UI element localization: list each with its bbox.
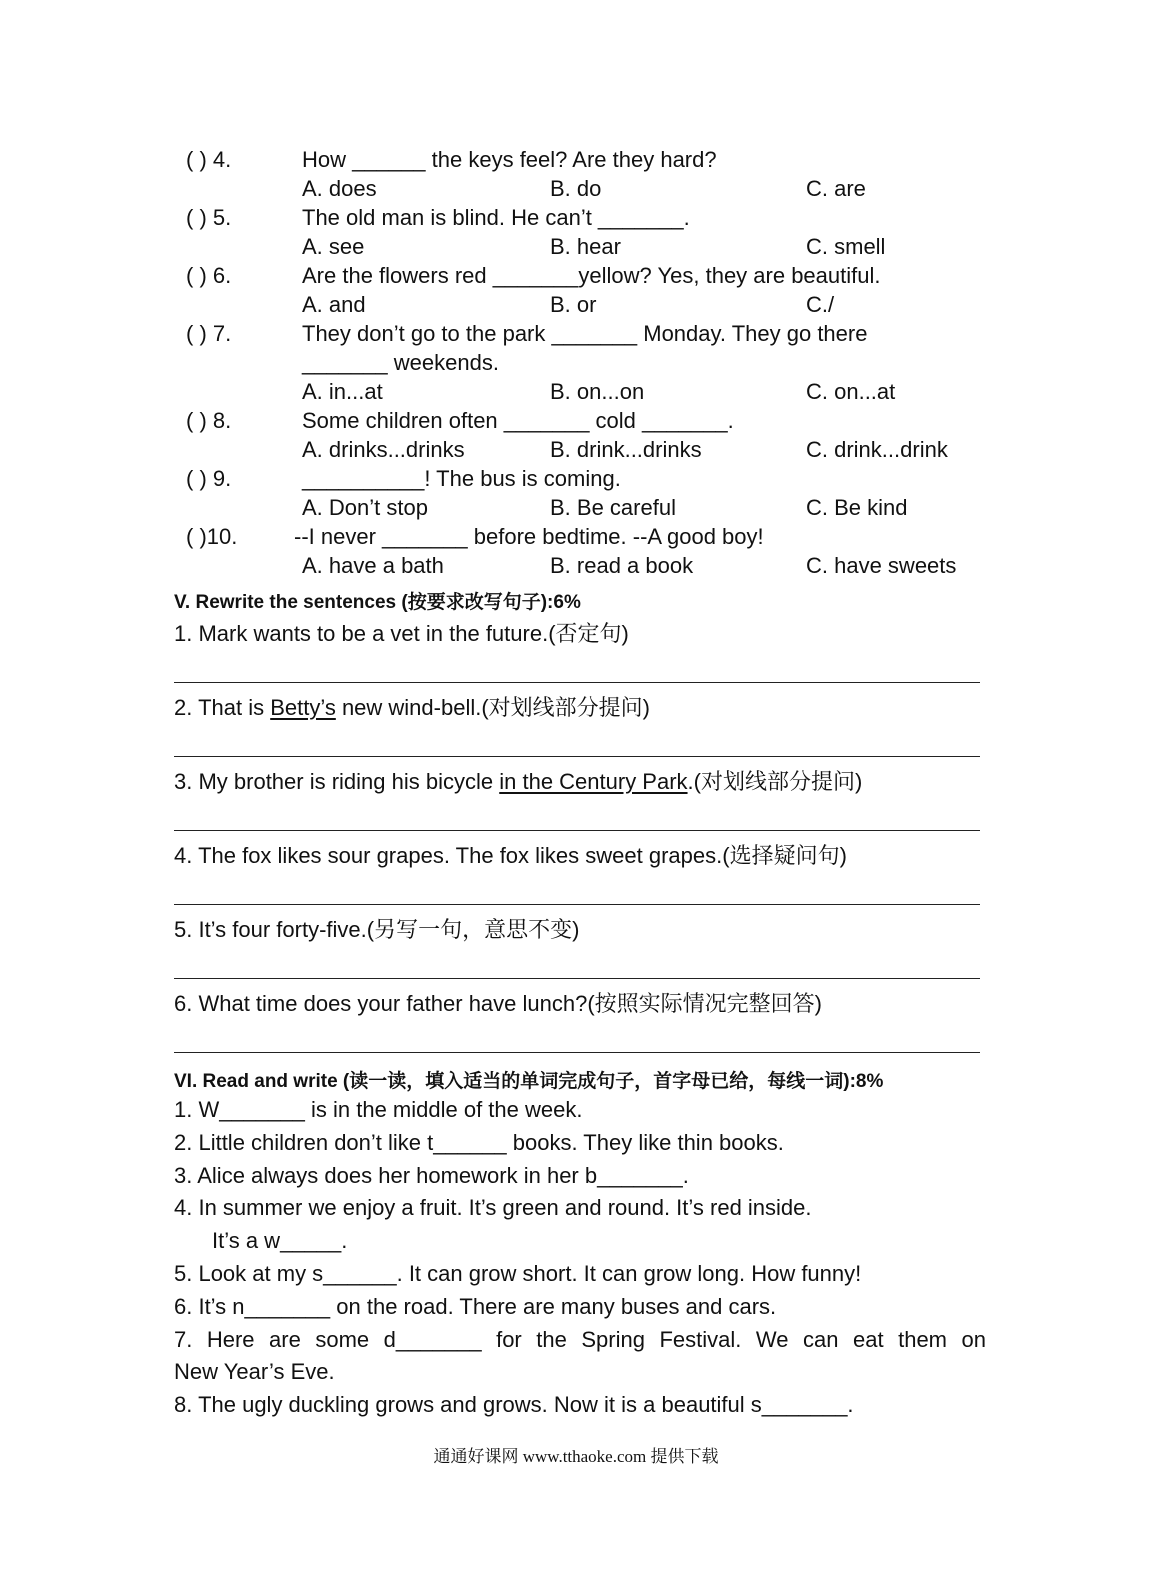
option-b: B. hear — [550, 234, 621, 259]
option-c: C. are — [806, 176, 866, 201]
fill-sentence-6: 6. It’s n_______ on the road. There are many buses and cars. — [174, 1293, 777, 1319]
option-a: A. drinks...drinks — [302, 437, 465, 462]
answer-line[interactable] — [174, 1052, 980, 1053]
option-b: B. do — [550, 176, 602, 201]
fill-sentence-7-continued: New Year’s Eve. — [174, 1359, 335, 1385]
underlined-part: Betty’s — [270, 695, 336, 720]
option-c: C. drink...drink — [806, 437, 948, 462]
fill-sentence-5: 5. Look at my s______. It can grow short. It can grow long. How funny! — [174, 1260, 862, 1286]
option-a: A. does — [302, 176, 377, 201]
rewrite-prompt: 5. It’s four forty-five.(另写一句，意思不变) — [174, 917, 580, 942]
page-footer: 通通好课网 www.tthaoke.com 提供下载 — [433, 1447, 719, 1466]
answer-bracket[interactable]: ( ) 9. — [186, 466, 232, 491]
answer-bracket[interactable]: ( ) 7. — [186, 321, 232, 346]
rewrite-section — [174, 619, 980, 1063]
answer-bracket[interactable]: ( )10. — [186, 524, 238, 549]
option-c: C./ — [806, 292, 835, 317]
option-a: A. and — [302, 292, 366, 317]
option-a: A. have a bath — [302, 553, 444, 578]
question-5-options — [186, 232, 1006, 261]
question-10 — [186, 522, 1006, 551]
option-c: C. on...at — [806, 379, 896, 404]
answer-line[interactable] — [174, 904, 980, 905]
section-5-heading: V. Rewrite the sentences (按要求改写句子):6% — [174, 592, 581, 613]
question-8-options — [186, 435, 1006, 464]
option-b: B. read a book — [550, 553, 694, 578]
rewrite-prompt: 4. The fox likes sour grapes. The fox likes sweet grapes.(选择疑问句) — [174, 843, 847, 868]
rewrite-item-2 — [174, 693, 980, 767]
question-4-options — [186, 174, 1006, 203]
question-stem: Are the flowers red _______yellow? Yes, they are beautiful. — [302, 263, 881, 288]
question-stem: --I never _______ before bedtime. --A good boy! — [294, 524, 764, 549]
fill-sentence-2: 2. Little children don’t like t______ books. They like thin books. — [174, 1129, 784, 1155]
fill-sentence-7: 7. Here are some d_______ for the Spring Festival. We can eat them on — [174, 1326, 986, 1352]
fill-sentence-4: 4. In summer we enjoy a fruit. It’s green and round. It’s red inside. — [174, 1195, 812, 1221]
option-c: C. have sweets — [806, 553, 957, 578]
section-6-heading: VI. Read and write (读一读，填入适当的单词完成句子，首字母已给，每线一词):8% — [174, 1071, 884, 1092]
answer-bracket[interactable]: ( ) 5. — [186, 205, 232, 230]
fill-sentence-8: 8. The ugly duckling grows and grows. Now it is a beautiful s_______. — [174, 1392, 854, 1418]
rewrite-prompt: 1. Mark wants to be a vet in the future.(否定句) — [174, 621, 629, 646]
option-c: C. smell — [806, 234, 886, 259]
option-c: C. Be kind — [806, 495, 908, 520]
question-9-options — [186, 493, 1006, 522]
fill-sentence-4-continued: It’s a w_____. — [212, 1228, 348, 1254]
answer-line[interactable] — [174, 756, 980, 757]
rewrite-item-4 — [174, 841, 980, 915]
question-6 — [186, 261, 1006, 290]
question-stem-continued: _______ weekends. — [302, 350, 499, 375]
question-10-options — [186, 551, 1006, 580]
question-7-options — [186, 377, 1006, 406]
answer-line[interactable] — [174, 978, 980, 979]
rewrite-item-3 — [174, 767, 980, 841]
answer-bracket[interactable]: ( ) 4. — [186, 147, 232, 172]
question-5 — [186, 203, 1006, 232]
option-b: B. or — [550, 292, 597, 317]
question-stem: Some children often _______ cold _______. — [302, 408, 734, 433]
option-b: B. on...on — [550, 379, 645, 404]
rewrite-prompt: 3. My brother is riding his bicycle in the Century Park.(对划线部分提问) — [174, 769, 863, 794]
answer-bracket[interactable]: ( ) 8. — [186, 408, 232, 433]
fill-sentence-3: 3. Alice always does her homework in her b_______. — [174, 1162, 689, 1188]
option-b: B. drink...drinks — [550, 437, 702, 462]
answer-line[interactable] — [174, 830, 980, 831]
question-7 — [186, 319, 1006, 348]
question-stem: They don’t go to the park _______ Monday. They go there — [302, 321, 868, 346]
rewrite-item-5 — [174, 915, 980, 989]
rewrite-item-1 — [174, 619, 980, 693]
question-stem: The old man is blind. He can’t _______. — [302, 205, 690, 230]
question-7-continued — [186, 348, 1006, 377]
answer-line[interactable] — [174, 682, 980, 683]
rewrite-prompt: 6. What time does your father have lunch?(按照实际情况完整回答) — [174, 991, 822, 1016]
option-a: A. in...at — [302, 379, 383, 404]
question-9 — [186, 464, 1006, 493]
option-b: B. Be careful — [550, 495, 676, 520]
question-stem: How ______ the keys feel? Are they hard? — [302, 147, 717, 172]
answer-bracket[interactable]: ( ) 6. — [186, 263, 232, 288]
read-and-write-section — [174, 1094, 986, 1422]
question-6-options — [186, 290, 1006, 319]
option-a: A. Don’t stop — [302, 495, 428, 520]
option-a: A. see — [302, 234, 365, 259]
rewrite-prompt: 2. That is Betty’s new wind-bell.(对划线部分提问) — [174, 695, 650, 720]
fill-sentence-1: 1. W_______ is in the middle of the week. — [174, 1097, 583, 1122]
question-8 — [186, 406, 1006, 435]
question-stem: __________! The bus is coming. — [302, 466, 621, 491]
underlined-part: in the Century Park — [499, 769, 688, 794]
multiple-choice-section — [186, 145, 1006, 580]
question-4 — [186, 145, 1006, 174]
rewrite-item-6 — [174, 989, 980, 1063]
